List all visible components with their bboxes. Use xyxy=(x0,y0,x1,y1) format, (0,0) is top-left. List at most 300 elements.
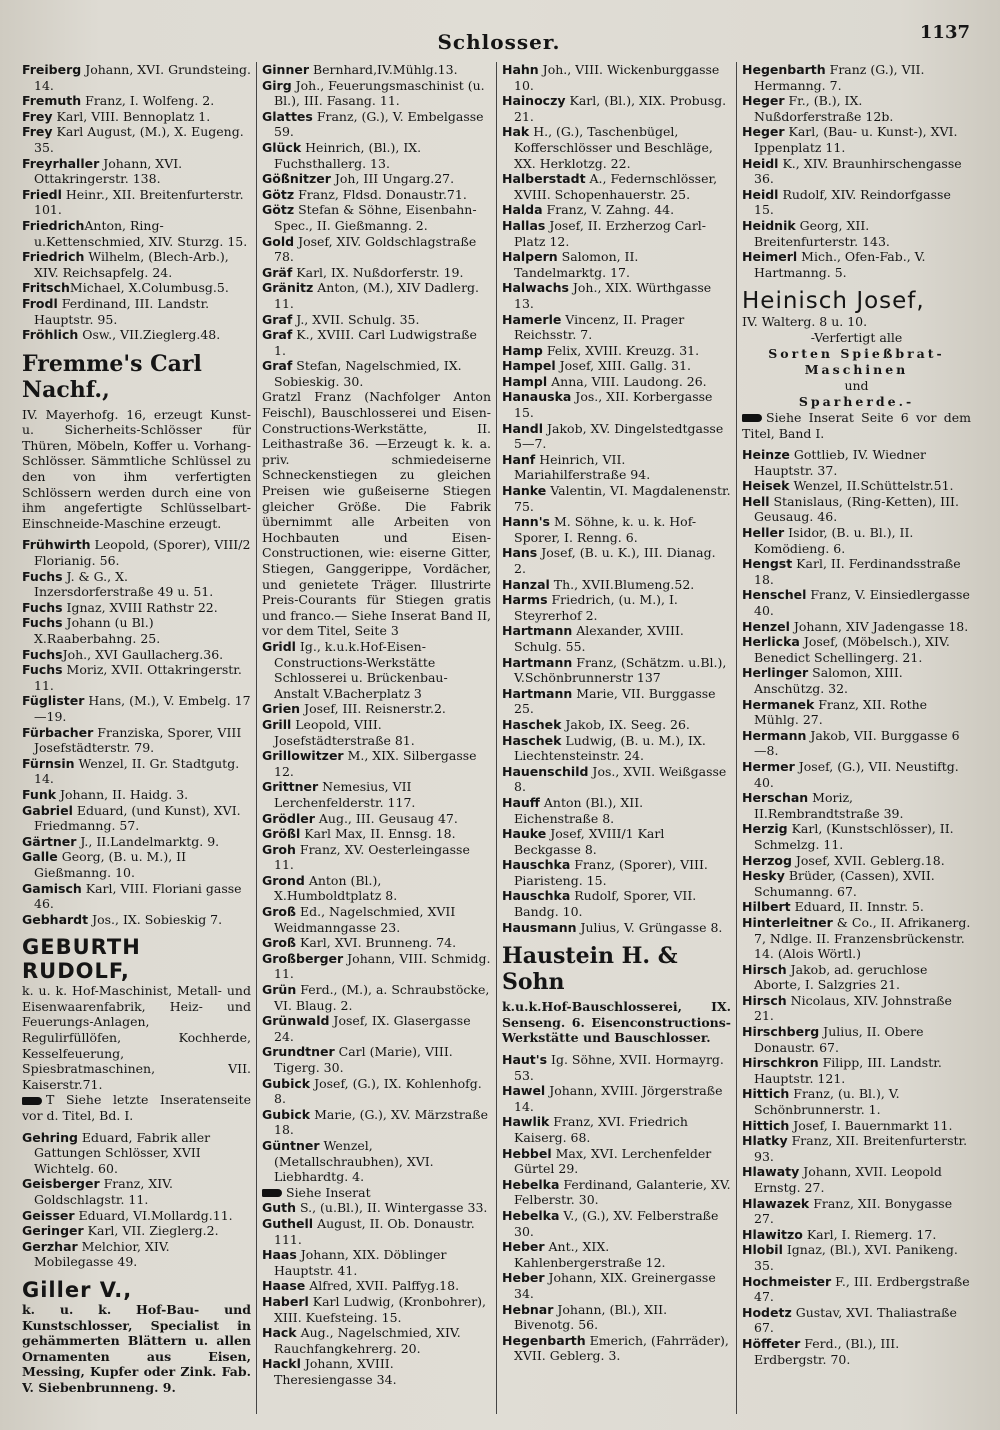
directory-entry xyxy=(262,265,491,281)
directory-entry xyxy=(742,587,971,618)
entry-details: Heinrich, VII. Mariahilferstraße 94. xyxy=(514,451,651,483)
directory-entry xyxy=(502,171,731,202)
entry-details: Moriz, II.Rembrandtstraße 39. xyxy=(754,790,904,821)
entry-name: Gubick xyxy=(262,1106,311,1122)
entry-details: Franz, XV. Oesterleingasse 11. xyxy=(274,841,470,873)
directory-entry xyxy=(22,218,251,249)
directory-entry xyxy=(742,790,971,821)
directory-entry xyxy=(502,124,731,171)
directory-entry xyxy=(502,1302,731,1333)
entry-name: Grünwald xyxy=(262,1013,330,1029)
entry-name: Grill xyxy=(262,716,292,732)
ad-haustein xyxy=(502,943,731,1046)
entry-details: Joh., VIII. Wickenburggasse 10. xyxy=(514,62,720,93)
entry-details: Ig., k.u.k.Hof-Eisen-Constructions-Werkstätte Schlosserei u. Brückenbau-Anstalt V.Bacherplatz 3 xyxy=(274,638,448,701)
entry-details: Franz, (G.), V. Embelgasse 59. xyxy=(274,108,484,140)
entry-name: Haut's xyxy=(502,1052,548,1068)
entry-name: Fuchs xyxy=(22,599,63,615)
entry-name: Hinterleitner xyxy=(742,914,833,930)
entry-details: Melchior, XIV. Mobilegasse 49. xyxy=(34,1238,170,1270)
entry-name: Hittich xyxy=(742,1117,790,1133)
entry-details: Ig. Söhne, XVII. Hormayrg. 53. xyxy=(514,1052,724,1083)
entry-name: Höffeter xyxy=(742,1335,801,1351)
entry-name: Hebbel xyxy=(502,1145,552,1161)
directory-entry xyxy=(22,834,251,850)
directory-entry xyxy=(262,234,491,265)
entry-name: Galle xyxy=(22,849,58,865)
entry-details: Johann, XVIII. Jörgerstraße 14. xyxy=(514,1083,723,1114)
page-title: Schlosser. xyxy=(437,30,561,54)
entry-name: Hallas xyxy=(502,217,546,233)
entry-name: Heisek xyxy=(742,478,790,494)
directory-entry xyxy=(262,748,491,779)
entry-details: Mich., Ofen-Fab., V. Hartmanng. 5. xyxy=(754,249,926,280)
entry-name: Grün xyxy=(262,982,297,998)
entry-details: M. Söhne, k. u. k. Hof-Sporer, I. Renng. 6. xyxy=(514,514,697,545)
directory-entry xyxy=(22,600,251,616)
entry-name: Gridl xyxy=(262,638,296,654)
entry-name: Hak xyxy=(502,124,530,140)
entry-name: Heller xyxy=(742,525,785,541)
entry-details: Ferdinand, III. Landstr. Hauptstr. 95. xyxy=(34,295,210,327)
entry-details: Josef, XIII. Gallg. 31. xyxy=(555,358,692,374)
directory-entry xyxy=(262,171,491,187)
entry-details: Karl, VIII. Bennoplatz 1. xyxy=(52,108,211,124)
entry-details: Franz, XII. Bonygasse 27. xyxy=(754,1195,953,1227)
entry-name: Hauschka xyxy=(502,888,571,904)
entry-details: Karl, (Bau- u. Kunst-), XVI. Ippenplatz 11. xyxy=(754,124,958,155)
entry-details: Josef, XVII. Geblerg.18. xyxy=(791,852,945,868)
entry-name: Groß xyxy=(262,904,297,920)
directory-entry xyxy=(742,1196,971,1227)
entry-name: Fröhlich xyxy=(22,327,79,343)
entry-details: Aug., III. Geusaug 47. xyxy=(314,810,458,826)
entry-details: Th., XVII.Blumeng.52. xyxy=(549,576,695,592)
entry-name: Haberl xyxy=(262,1293,309,1309)
entry-details: Georg, XII. Breitenfurterstr. 143. xyxy=(754,217,890,249)
ad-note xyxy=(22,1092,251,1123)
entry-list xyxy=(22,537,251,927)
entry-details: Hans, (M.), V. Embelg. 17—19. xyxy=(34,693,251,724)
entry-details: Wilhelm, (Blech-Arb.), XIV. Reichsapfelg. 24. xyxy=(34,249,229,280)
entry-details: Karl, (Bl.), XIX. Probusg. 21. xyxy=(514,93,727,124)
directory-entry xyxy=(742,93,971,124)
entry-list xyxy=(22,1130,251,1270)
ad-line: Sparherde.- xyxy=(798,393,915,409)
directory-entry xyxy=(22,156,251,187)
directory-entry xyxy=(22,1223,251,1239)
entry-name: Gehring xyxy=(22,1129,78,1145)
entry-name: Gerzhar xyxy=(22,1238,78,1254)
entry-details: Julius, II. Obere Donaustr. 67. xyxy=(754,1024,924,1055)
entry-name: Guth xyxy=(262,1200,297,1216)
entry-details: Johann, XIX. Döblinger Hauptstr. 41. xyxy=(274,1247,447,1278)
entry-name: Hochmeister xyxy=(742,1273,832,1289)
entry-name: Hans xyxy=(502,545,538,561)
directory-entry xyxy=(262,1013,491,1044)
entry-details: Karl Ludwig, (Kronbohrer), XIII. Kuefsteing. 15. xyxy=(274,1293,487,1325)
entry-name: Herlicka xyxy=(742,634,800,650)
directory-entry xyxy=(262,1076,491,1107)
entry-details: Eduard, Fabrik aller Gattungen Schlösser, XVII Wichtelg. 60. xyxy=(34,1129,211,1176)
directory-entry xyxy=(262,1044,491,1075)
directory-entry xyxy=(262,951,491,982)
entry-details: Josef, I. Bauernmarkt 11. xyxy=(789,1117,953,1133)
entry-name: Hahn xyxy=(502,62,539,77)
entry-details: Johann, (Bl.), XII. Bivenotg. 56. xyxy=(514,1301,668,1333)
entry-details: Valentin, VI. Magdalenenstr. 75. xyxy=(514,483,731,514)
entry-details: Fr., (B.), IX. Nußdorferstraße 12b. xyxy=(754,93,894,124)
directory-entry xyxy=(502,280,731,311)
entry-details: Jos., IX. Sobieskig 7. xyxy=(88,911,223,927)
entry-list xyxy=(262,639,491,1388)
entry-details: Ignaz, XVIII Rathstr 22. xyxy=(62,599,218,615)
directory-entry xyxy=(262,826,491,842)
entry-name: Frühwirth xyxy=(22,537,91,553)
entry-name: Handl xyxy=(502,420,544,436)
entry-details: Filipp, III. Landstr. Hauptstr. 121. xyxy=(754,1055,942,1086)
directory-entry xyxy=(262,187,491,203)
column-2 xyxy=(256,62,496,1414)
entry-details: Karl, II. Ferdinandsstraße 18. xyxy=(754,556,961,587)
directory-entry xyxy=(502,1270,731,1301)
directory-entry xyxy=(742,1133,971,1164)
directory-entry xyxy=(502,920,731,936)
directory-entry xyxy=(22,881,251,912)
entry-name: Friedl xyxy=(22,186,62,202)
directory-entry xyxy=(502,389,731,420)
entry-name: Herschan xyxy=(742,790,809,806)
entry-details: Franz, V. Zahng. 44. xyxy=(542,202,675,218)
entry-details: Eduard, II. Innstr. 5. xyxy=(790,899,924,915)
entry-name: Großberger xyxy=(262,950,344,966)
entry-name: Hegenbarth xyxy=(502,1332,586,1348)
directory-entry xyxy=(742,1055,971,1086)
directory-entry xyxy=(502,1114,731,1145)
directory-entry xyxy=(262,639,491,701)
entry-details: Ferd., (M.), a. Schraubstöcke, VI. Blaug. 2. xyxy=(274,982,490,1013)
entry-details: Osw., VII.Zieglerg.48. xyxy=(78,327,221,343)
entry-list xyxy=(502,1052,731,1364)
directory-entry xyxy=(502,1146,731,1177)
entry-details: J., XVII. Schulg. 35. xyxy=(292,311,420,327)
directory-entry xyxy=(22,124,251,155)
entry-name: Hartmann xyxy=(502,685,573,701)
ad-gratzl: Gratzl Franz (Nachfolger Anton Feischl), Bauschlosserei und Eisen-Constructions-Werkstätte, II. Leithastraße 36. —Erzeugt k. k. a. priv. schmiedeiserne Schneckenstiegen zu gleichen Preisen wie gußeiserne Stiegen gleicher Größe. Die Fabrik übernimmt alle Arbeiten von Hochbauten und Eisen-Constructionen, wie: eiserne Gitter, Stiegen, Ganggerippe, Vordächer, und genietete Träger. Illustrirte Preis-Courants für Stiegen gratis und franco.— Siehe Inserat Band II, vor dem Titel, Seite 3 xyxy=(262,389,491,639)
directory-entry xyxy=(502,623,731,654)
entry-name: Frey xyxy=(22,108,53,124)
entry-details: Marie, VII. Burggasse 25. xyxy=(514,685,716,717)
entry-details: August, II. Ob. Donaustr. 111. xyxy=(274,1215,475,1247)
directory-entry xyxy=(22,1208,251,1224)
ad-heading: Fremme's Carl Nachf., xyxy=(22,350,202,403)
entry-name: Geringer xyxy=(22,1223,84,1239)
ad-geburth xyxy=(22,935,251,1123)
entry-details: Johann, XIX. Greinergasse 34. xyxy=(514,1270,716,1301)
directory-entry xyxy=(502,218,731,249)
entry-name: Friedrich xyxy=(22,249,85,265)
entry-details: Stefan, Nagelschmied, IX. Sobieskig. 30. xyxy=(274,358,462,389)
entry-name: Henschel xyxy=(742,587,807,603)
entry-name: Grien xyxy=(262,701,301,717)
entry-details: Johann, XIV Jadengasse 18. xyxy=(789,618,969,634)
entry-details: Nemesius, VII Lerchenfelderstr. 117. xyxy=(274,779,416,810)
entry-details: V., (G.), XV. Felberstraße 30. xyxy=(514,1207,719,1239)
entry-name: Gebhardt xyxy=(22,911,89,927)
directory-entry xyxy=(742,1024,971,1055)
ad-heinisch xyxy=(742,288,971,441)
entry-name: Hann's xyxy=(502,514,550,530)
entry-name: Hamp xyxy=(502,342,543,358)
entry-details: Salomon, XIII. Anschützg. 32. xyxy=(754,665,903,696)
directory-entry xyxy=(262,904,491,935)
directory-entry xyxy=(502,1333,731,1364)
directory-entry xyxy=(262,358,491,389)
entry-name: Güntner xyxy=(262,1137,320,1153)
entry-name: Hlatky xyxy=(742,1133,788,1149)
entry-details: Vincenz, II. Prager Reichsstr. 7. xyxy=(514,311,685,343)
directory-entry xyxy=(742,728,971,759)
entry-details: Eduard, VI.Mollardg.11. xyxy=(74,1207,233,1223)
entry-name: Heger xyxy=(742,124,785,140)
entry-details: Anton, Ring-u.Kettenschmied, XIV. Sturzg. 15. xyxy=(34,217,248,249)
directory-entry xyxy=(22,249,251,280)
entry-details: Josef, (G.), VII. Neustiftg. 40. xyxy=(754,758,959,790)
directory-entry xyxy=(262,811,491,827)
entry-details: Franz, (Sporer), VIII. Piaristeng. 15. xyxy=(514,857,708,888)
directory-entry xyxy=(502,421,731,452)
entry-details: J., II.Landelmarktg. 9. xyxy=(76,833,220,849)
directory-entry xyxy=(742,1305,971,1336)
entry-details: Nicolaus, XIV. Johnstraße 21. xyxy=(754,992,952,1024)
directory-entry xyxy=(742,1336,971,1367)
ad-line: Sorten Spießbrat- xyxy=(768,345,945,361)
entry-list xyxy=(502,62,731,935)
entry-details: K., XVIII. Carl Ludwigstraße 1. xyxy=(274,327,477,358)
entry-details: Leopold, VIII. Josefstädterstraße 81. xyxy=(274,716,415,748)
entry-name: Hilbert xyxy=(742,899,791,915)
entry-details: Franz, I. Wolfeng. 2. xyxy=(81,93,215,109)
entry-name: Graf xyxy=(262,358,293,374)
directory-entry xyxy=(742,868,971,899)
entry-name: Hesky xyxy=(742,868,785,884)
entry-name: Funk xyxy=(22,786,57,802)
ad-line: IV. Walterg. 8 u. 10. xyxy=(742,314,868,330)
entry-details: H., (G.), Taschenbügel, Kofferschlösser und Beschläge, XX. Herklotzg. 22. xyxy=(514,124,713,171)
directory-entry xyxy=(502,343,731,359)
entry-name: Haschek xyxy=(502,732,562,748)
directory-entry xyxy=(502,452,731,483)
ad-heading: Giller V., xyxy=(22,1277,133,1302)
entry-details: Ferdinand, Galanterie, XV. Felberstr. 30. xyxy=(514,1176,731,1208)
entry-details: Joh, III Ungarg.27. xyxy=(330,171,455,187)
directory-entry xyxy=(742,619,971,635)
entry-name: Heidnik xyxy=(742,217,796,233)
entry-name: Fremuth xyxy=(22,93,82,109)
entry-name: Hebelka xyxy=(502,1176,560,1192)
page-header xyxy=(22,22,976,62)
entry-name: Hirschkron xyxy=(742,1055,819,1071)
directory-entry xyxy=(502,1052,731,1083)
entry-name: Heimerl xyxy=(742,249,798,265)
directory-entry xyxy=(22,93,251,109)
entry-name: Groh xyxy=(262,841,296,857)
directory-entry xyxy=(22,787,251,803)
entry-name: Gamisch xyxy=(22,880,82,896)
directory-entry xyxy=(502,514,731,545)
entry-details: Josef, (B. u. K.), III. Dianag. 2. xyxy=(514,545,716,576)
entry-details: Jos., XII. Korbergasse 15. xyxy=(514,389,713,421)
entry-name: Heger xyxy=(742,93,785,109)
entry-details: Anna, VIII. Laudong. 26. xyxy=(547,373,707,389)
directory-entry xyxy=(742,218,971,249)
entry-name: Hebelka xyxy=(502,1207,560,1223)
entry-name: Geisser xyxy=(22,1207,75,1223)
entry-name: Hawel xyxy=(502,1083,546,1099)
entry-name: Hanke xyxy=(502,483,547,499)
entry-name: Haase xyxy=(262,1278,306,1294)
entry-name: Hawlik xyxy=(502,1114,550,1130)
directory-entry xyxy=(502,795,731,826)
directory-entry xyxy=(22,569,251,600)
entry-name: Füglister xyxy=(22,693,85,709)
directory-entry xyxy=(22,849,251,880)
entry-name: Hlobil xyxy=(742,1242,783,1258)
entry-details: Anton (Bl.), X.Humboldtplatz 8. xyxy=(274,872,398,904)
entry-name: Grittner xyxy=(262,779,319,795)
directory-entry xyxy=(22,725,251,756)
directory-entry xyxy=(742,1086,971,1117)
directory-entry xyxy=(502,358,731,374)
directory-entry xyxy=(22,187,251,218)
entry-details: Ignaz, (Bl.), XVI. Panikeng. 35. xyxy=(754,1242,958,1273)
entry-name: Gabriel xyxy=(22,802,73,818)
entry-details: Eduard, (und Kunst), XVI. Friedmanng. 57. xyxy=(34,802,241,834)
entry-details: Jakob, ad. geruchlose Aborte, I. Salzgries 21. xyxy=(754,961,928,993)
entry-name: Hauke xyxy=(502,826,547,842)
directory-entry xyxy=(742,156,971,187)
entry-name: Heber xyxy=(502,1270,545,1286)
entry-name: Geisberger xyxy=(22,1176,100,1192)
entry-details: Ed., Nagelschmied, XVII Weidmanngasse 23. xyxy=(274,904,456,935)
ad-fremme xyxy=(22,351,251,532)
entry-details: J. & G., X. Inzersdorferstraße 49 u. 51. xyxy=(34,568,214,600)
entry-details: Johann, XVIII. Theresiengasse 34. xyxy=(274,1356,397,1387)
directory-entry xyxy=(22,647,251,663)
directory-entry xyxy=(262,982,491,1013)
directory-entry xyxy=(22,1176,251,1207)
ad-line: Maschinen xyxy=(804,361,909,377)
entry-name: Hegenbarth xyxy=(742,62,826,77)
directory-entry xyxy=(742,494,971,525)
directory-entry xyxy=(262,140,491,171)
entry-name: Herlinger xyxy=(742,665,809,681)
entry-details: Franz, XVI. Friedrich Kaiserg. 68. xyxy=(514,1114,688,1145)
entry-details: Leopold, (Sporer), VIII/2 Florianig. 56. xyxy=(34,537,251,569)
entry-name: Fuchs xyxy=(22,646,63,662)
entry-name: Hausmann xyxy=(502,919,577,935)
entry-name: Girg xyxy=(262,77,292,93)
entry-details: Franz, XIV. Goldschlagstr. 11. xyxy=(34,1176,173,1207)
directory-entry xyxy=(742,556,971,587)
page-number: 1137 xyxy=(919,22,970,43)
entry-name: Graf xyxy=(262,327,293,343)
directory-entry xyxy=(502,62,731,93)
directory-entry xyxy=(742,821,971,852)
entry-details: Gottlieb, IV. Wiedner Hauptstr. 37. xyxy=(754,447,926,478)
entry-name: Halberstadt xyxy=(502,171,586,187)
ad-line: und xyxy=(844,377,869,393)
ad-note-text: T Siehe letzte Inseratenseite vor d. Titel, Bd. I. xyxy=(22,1092,251,1124)
entry-details: Franz, V. Einsiedlergasse 40. xyxy=(754,587,970,619)
entry-name: Hermanek xyxy=(742,696,815,712)
directory-entry xyxy=(22,803,251,834)
entry-name: Graf xyxy=(262,311,293,327)
directory-entry xyxy=(502,312,731,343)
entry-details: A., Federnschlösser, XVIII. Schopenhauerstr. 25. xyxy=(514,171,718,202)
entry-name: Gold xyxy=(262,233,295,249)
entry-details: Franziska, Sporer, VIII Josefstädterstr. 79. xyxy=(34,724,242,756)
entry-name: Fuchs xyxy=(22,662,63,678)
entry-name: Herzig xyxy=(742,821,788,837)
directory-entry xyxy=(262,779,491,810)
directory-entry xyxy=(742,447,971,478)
directory-entry xyxy=(742,915,971,962)
entry-details: Georg, (B. u. M.), II Gießmanng. 10. xyxy=(34,849,187,880)
entry-list xyxy=(22,62,251,343)
directory-entry xyxy=(742,1164,971,1195)
entry-name: Haschek xyxy=(502,716,562,732)
entry-details: Karl, (Kunstschlösser), II. Schmelzg. 11. xyxy=(754,821,954,852)
entry-name: Freiberg xyxy=(22,62,82,77)
entry-details: Rudolf, XIV. Reindorfgasse 15. xyxy=(754,186,951,218)
entry-details: Bernhard,IV.Mühlg.13. xyxy=(309,62,458,77)
column-4 xyxy=(736,62,976,1414)
entry-details: Alexander, XVIII. Schulg. 55. xyxy=(514,623,684,654)
directory-entry xyxy=(262,1278,491,1294)
directory-entry xyxy=(22,537,251,568)
entry-details: Josef, (Möbelsch.), XIV. Benedict Schellingerg. 21. xyxy=(754,634,950,665)
directory-entry xyxy=(502,857,731,888)
directory-entry xyxy=(742,1274,971,1305)
ad-text: k. u. k. Hof-Bau- und Kunstschlosser, Specialist in gehämmerten Blättern u. allen Ornamenten aus Eisen, Messing, Kupfer oder Zink. Fab. V. Siebenbrunneng. 9. xyxy=(22,1301,251,1395)
entry-name: Größl xyxy=(262,826,301,842)
entry-details: Johann, II. Haidg. 3. xyxy=(56,786,189,802)
entry-details: Johann, XVI. Ottakringerstr. 138. xyxy=(34,155,183,187)
entry-name: Grond xyxy=(262,872,305,888)
entry-details: Stefan & Söhne, Eisenbahn-Spec., II. Gießmanng. 2. xyxy=(274,202,477,233)
directory-entry xyxy=(262,1247,491,1278)
entry-name: Heidl xyxy=(742,186,779,202)
ad-text: IV. Mayerhofg. 16, erzeugt Kunst- u. Sicherheits-Schlösser für Thüren, Möbeln, Koffer u. Vorhang-Schlösser. Sämmtliche Schlüssel zu den von ihm verfertigten Schlössern werden durch eine von ihm angefertigte Schlüsselbart-Einschneide-Maschine erzeugt. xyxy=(22,406,251,531)
entry-details: Josef, II. Erzherzog Carl-Platz 12. xyxy=(514,217,707,249)
directory-entry xyxy=(262,1138,491,1185)
directory-entry xyxy=(22,62,251,93)
directory-entry xyxy=(262,1185,491,1201)
entry-details: Karl, I. Riemerg. 17. xyxy=(802,1226,937,1242)
directory-entry xyxy=(262,312,491,328)
entry-name: Hengst xyxy=(742,556,793,572)
directory-entry xyxy=(262,280,491,311)
entry-list xyxy=(262,62,491,389)
entry-name: Hartmann xyxy=(502,654,573,670)
pointing-hand-icon xyxy=(22,1097,42,1105)
entry-details: Marie, (G.), XV. Märzstraße 18. xyxy=(274,1106,488,1138)
directory-entry xyxy=(262,935,491,951)
directory-entry xyxy=(22,662,251,693)
directory-entry xyxy=(262,1356,491,1387)
entry-details: Franz (G.), VII. Hermanng. 7. xyxy=(754,62,925,93)
